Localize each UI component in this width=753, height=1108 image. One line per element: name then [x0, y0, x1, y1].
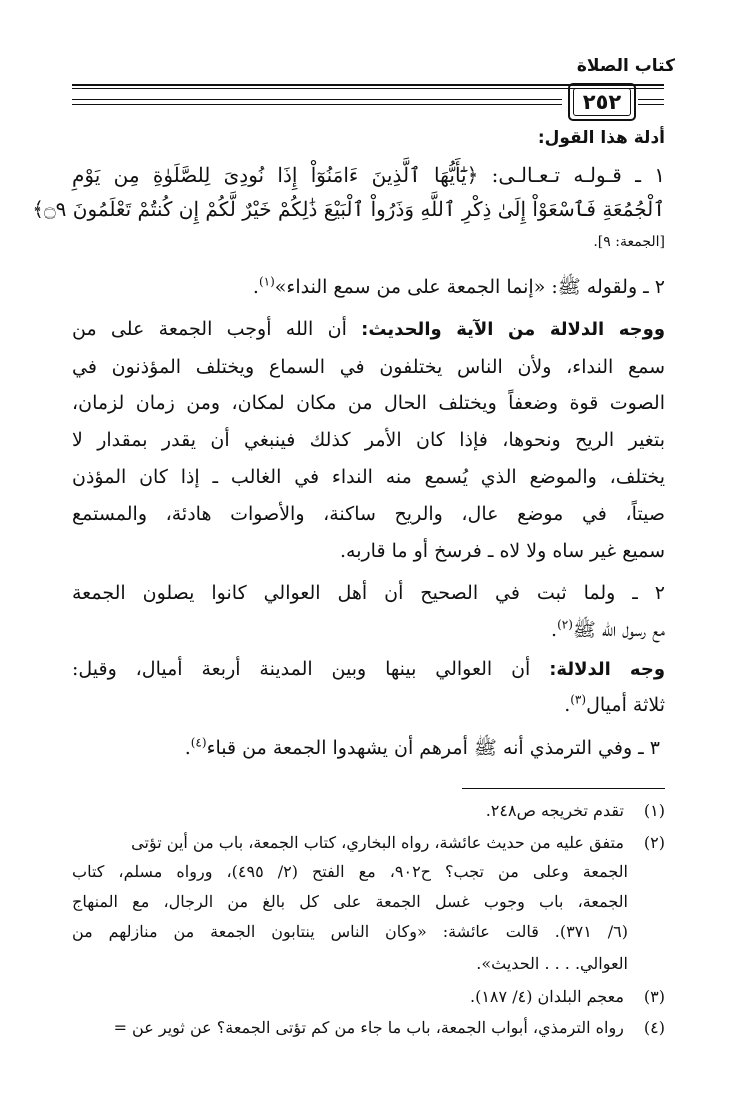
third-proof-text: ٣ ـ وفي الترمذي أنه ﷺ أمرهم أن يشهدوا الجمعة من قباء: [206, 737, 660, 759]
footnote-2-line-5: العوالي. . . . الحديث».: [476, 954, 628, 973]
page-number-rule-right: [638, 99, 664, 100]
reasoning-line-2: سمع النداء، ولأن الناس يختلفون في السماع ويختلف المؤذنون في: [72, 356, 665, 378]
hadith-text: ٢ ـ ولقوله ﷺ: «إنما الجمعة على من سمع النداء»: [274, 276, 665, 298]
footnote-separator: [462, 788, 665, 789]
wajh-line-1-text: أن العوالي بينها وبين المدينة أربعة أميال، وقيل:: [72, 658, 531, 680]
third-proof-line: [185, 735, 660, 761]
reasoning-line-3: الصوت قوة وضعفاً ويختلف الحال من مكان لمكان، ومن زمان لزمان،: [72, 392, 665, 414]
reasoning-line-7: سميع غير ساه ولا لاه ـ فرسخ أو ما قاربه.: [339, 540, 665, 562]
footnote-ref-4: (٤): [190, 735, 207, 750]
second-proof-text: مع رسول الله ﷺ: [572, 619, 665, 641]
running-header-title: كتاب الصلاة: [576, 56, 675, 76]
wajh-lead: وجه الدلالة:: [549, 659, 666, 680]
wajh-line-2-text: ثلاثة أميال: [586, 694, 665, 716]
footnote-4-text: رواه الترمذي، أبواب الجمعة، باب ما جاء من كم تؤتى الجمعة؟ عن ثوير عن =: [113, 1018, 624, 1037]
footnote-1: [72, 798, 665, 824]
hadith-end: .: [252, 276, 259, 298]
reasoning-line-4: بتغير الريح ونحوها، فإذا كان الأمر كذلك فينبغي أن يقدر بمقدار لا: [72, 429, 665, 451]
hadith-line: [72, 274, 665, 300]
wajh-line-1: [72, 656, 665, 683]
footnote-3-text: معجم البلدان (٤/ ١٨٧).: [470, 987, 624, 1006]
footnote-1-number: (١): [643, 801, 665, 820]
second-proof-end: .: [551, 619, 558, 641]
footnote-ref-1: (١): [258, 274, 275, 289]
reasoning-line-1-text: أن الله أوجب الجمعة على من: [72, 318, 347, 340]
page-number-box: [568, 83, 636, 121]
footnote-2-line-4: (٦/ ٣٧١). قالت عائشة: «وكان الناس ينتابون الجمعة من منازلهم من: [72, 922, 628, 941]
page-number-rule-right-2: [638, 104, 664, 105]
footnote-2-number: (٢): [643, 833, 665, 852]
footnote-3-number: (٣): [643, 987, 665, 1006]
reasoning-line-1: [72, 316, 665, 343]
second-proof-line-2: [72, 617, 665, 643]
footnote-2-line-3: الجمعة، باب وجوب غسل الجمعة على كل بالغ من الرجال، مع المنهاج: [72, 892, 628, 911]
footnote-2-line-2: الجمعة وعلى من تجب؟ ح٩٠٢، مع الفتح (٢/ ٤٩٥)، ورواه مسلم، كتاب: [72, 862, 628, 881]
verse-reference: [الجمعة: ٩].: [593, 234, 665, 250]
page-number-rule-left-2: [72, 104, 562, 105]
quran-verse-line-2: ٱلْجُمُعَةِ فَٱسْعَوْاْ إِلَىٰ ذِكْرِ ٱللَّهِ وَذَرُواْ ٱلْبَيْعَ ذَٰلِكُمْ خَيْرٌ لَّكُمْ إِن كُنتُمْ تَعْلَمُونَ ۝٩﴾: [32, 197, 665, 221]
footnote-2-text-1: متفق عليه من حديث عائشة، رواه البخاري، كتاب الجمعة، باب من أين تؤتى: [131, 833, 624, 852]
section-heading: أدلة هذا القول:: [537, 128, 665, 148]
reasoning-lead: ووجه الدلالة من الآية والحديث:: [361, 319, 666, 340]
footnote-2-line-1: [72, 830, 665, 856]
page-number: ٢٥٢: [582, 90, 622, 114]
footnote-1-text: تقدم تخريجه ص٢٤٨.: [485, 801, 624, 820]
wajh-line-2: [72, 692, 665, 718]
footnote-4: [50, 1015, 665, 1041]
footnote-4-number: (٤): [643, 1018, 665, 1037]
wajh-line-2-end: .: [564, 694, 571, 716]
second-proof-line-1: ٢ ـ ولما ثبت في الصحيح أن أهل العوالي كانوا يصلون الجمعة: [72, 582, 665, 604]
reasoning-line-5: يختلف، والموضع الذي يُسمع منه النداء في الغالب ـ إذا كان المؤذن: [72, 466, 665, 488]
footnote-3: [72, 984, 665, 1010]
footnote-ref-2: (٢): [557, 617, 573, 632]
third-proof-end: .: [184, 737, 191, 759]
footnote-ref-3: (٣): [570, 692, 587, 707]
page-number-rule-left: [72, 99, 562, 100]
quran-verse-line-1: ١ ـ قـولـه تـعـالـى: ﴿يَٰٓأَيُّهَا ٱلَّذِينَ ءَامَنُوٓاْ إِذَا نُودِىَ لِلصَّلَوٰةِ مِن يَوْمِ: [72, 163, 665, 187]
reasoning-line-6: صيتاً، في موضع عال، والريح ساكنة، والأصوات هادئة، والمستمع: [72, 503, 665, 525]
